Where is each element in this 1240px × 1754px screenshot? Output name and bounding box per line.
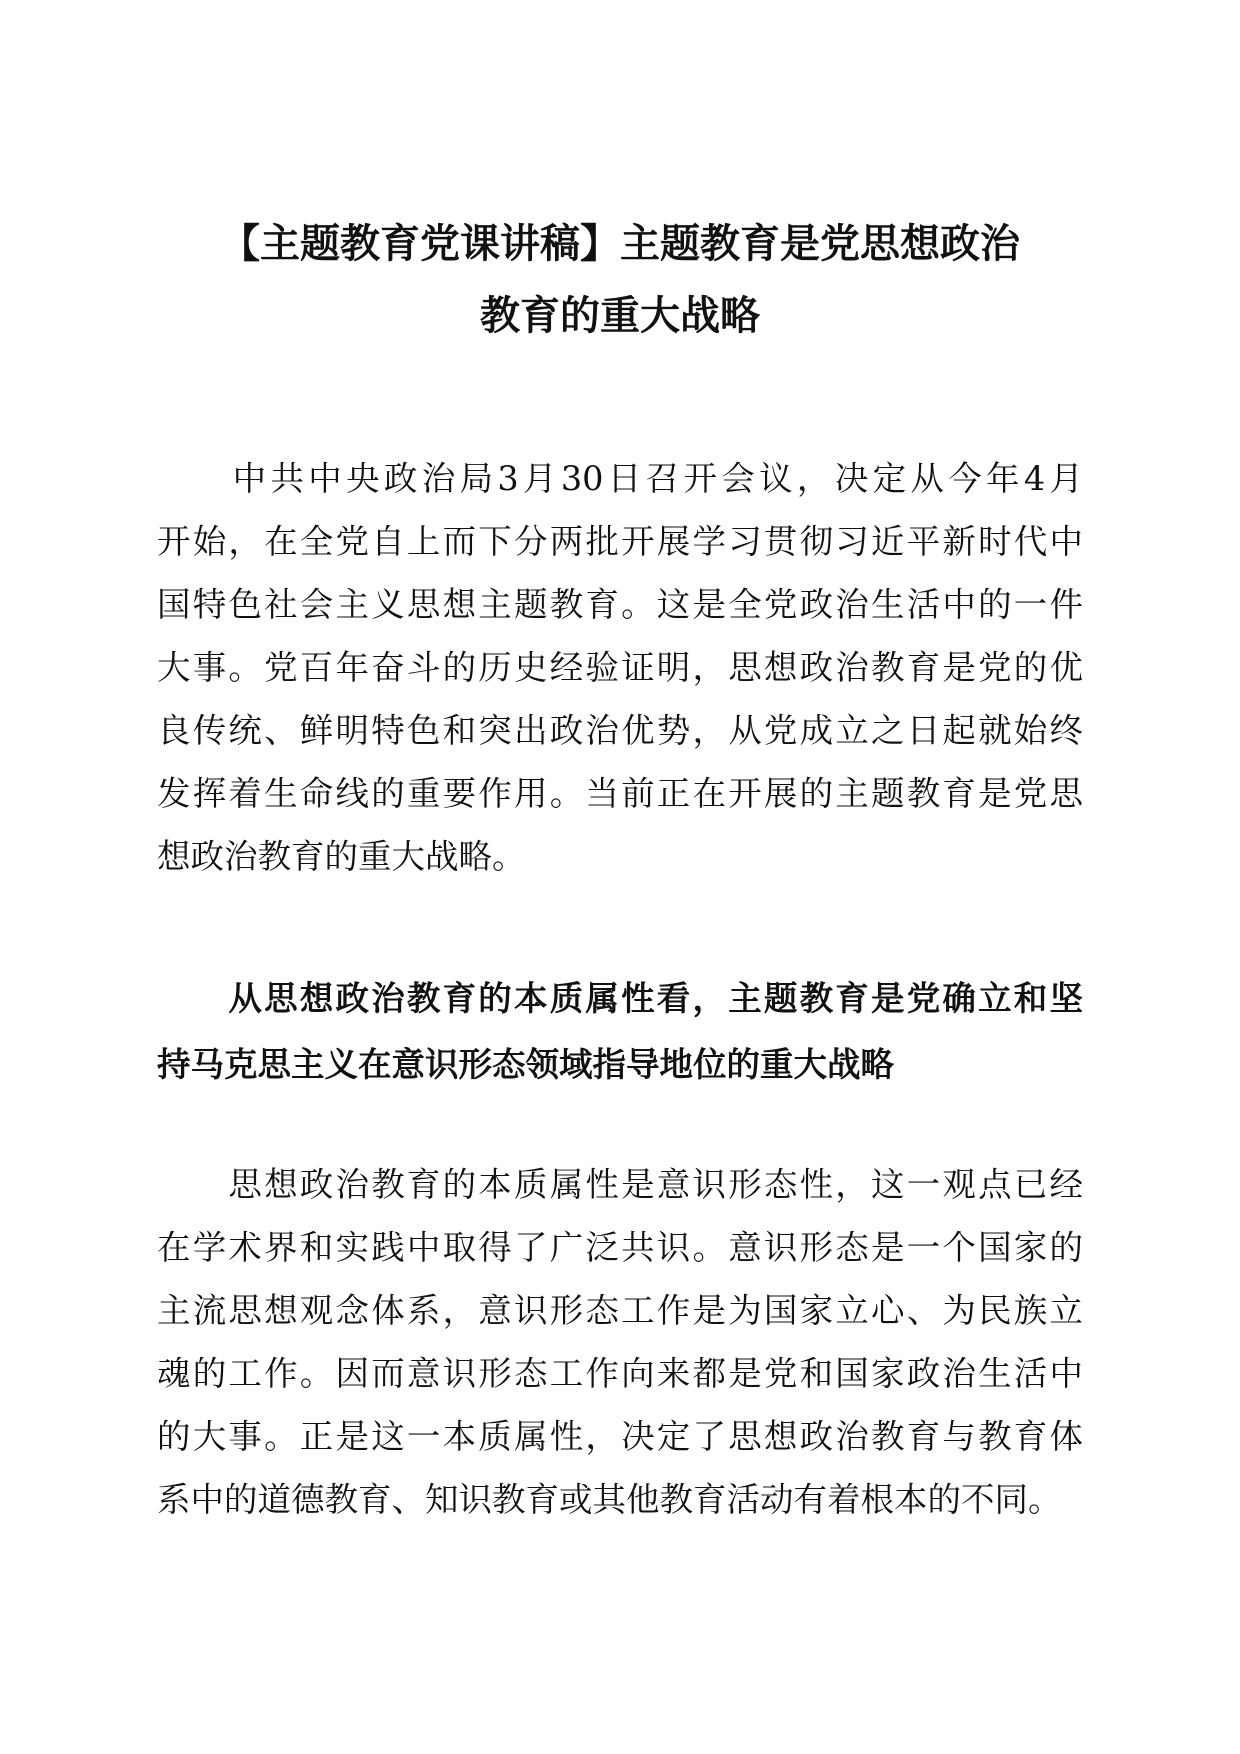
paragraph-line: 开始，在全党自上而下分两批开展学习贯彻习近平新时代中 (157, 522, 1083, 561)
paragraph-line: 大事。党百年奋斗的历史经验证明，思想政治教育是党的优 (157, 648, 1083, 687)
paragraph-line: 想政治教育的重大战略。 (157, 837, 526, 876)
title-line: 教育的重大战略 (480, 293, 760, 339)
intro-paragraph (157, 447, 1083, 888)
heading-line: 持马克思主义在意识形态领域指导地位的重大战略 (157, 1045, 894, 1084)
heading-line: 从思想政治教育的本质属性看，主题教育是党确立和坚 (157, 979, 1083, 1018)
paragraph-line: 在学术界和实践中取得了广泛共识。意识形态是一个国家的 (157, 1228, 1083, 1267)
paragraph-line: 思想政治教育的本质属性是意识形态性，这一观点已经 (157, 1165, 1083, 1204)
title-line: 【主题教育党课讲稿】主题教育是党思想政治 (220, 221, 1020, 267)
paragraph-line: 发挥着生命线的重要作用。当前正在开展的主题教育是党思 (157, 774, 1083, 813)
paragraph-line: 中共中央政治局3月30日召开会议，决定从今年4月 (157, 459, 1083, 498)
paragraph-line: 魂的工作。因而意识形态工作向来都是党和国家政治生活中 (157, 1354, 1083, 1393)
document-title (150, 208, 1090, 352)
paragraph-line: 系中的道德教育、知识教育或其他教育活动有着根本的不同。 (157, 1480, 1062, 1519)
paragraph-line: 的大事。正是这一本质属性，决定了思想政治教育与教育体 (157, 1417, 1083, 1456)
section-paragraph (157, 1153, 1083, 1531)
paragraph-line: 良传统、鲜明特色和突出政治优势，从党成立之日起就始终 (157, 711, 1083, 750)
paragraph-line: 国特色社会主义思想主题教育。这是全党政治生活中的一件 (157, 585, 1083, 624)
section-heading (157, 966, 1083, 1098)
paragraph-line: 主流思想观念体系，意识形态工作是为国家立心、为民族立 (157, 1291, 1083, 1330)
